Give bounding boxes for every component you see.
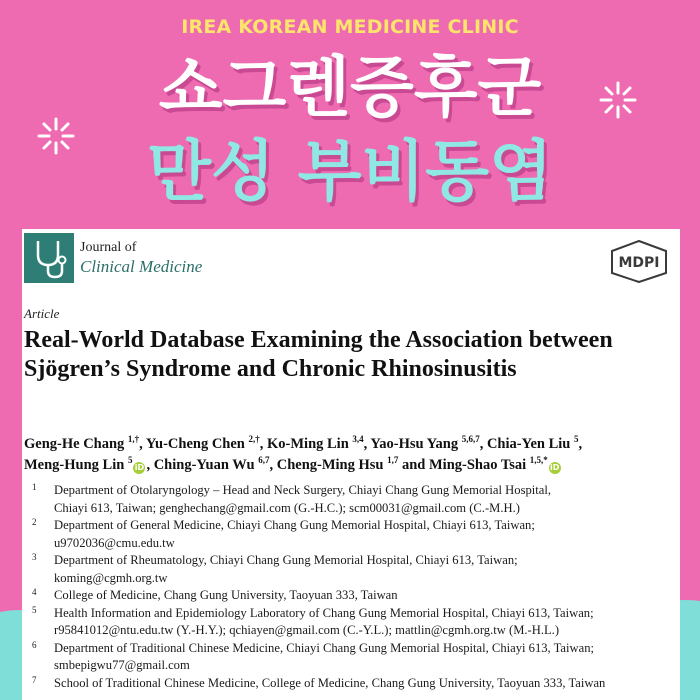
author-name: Geng-He Chang [24, 436, 125, 452]
affiliation-item [24, 675, 679, 693]
clinic-name: IREA KOREAN MEDICINE CLINIC [181, 16, 519, 38]
author-affiliation-marker: 3,4 [352, 434, 364, 445]
orcid-icon[interactable]: iD [134, 463, 145, 472]
author-affiliation-marker: 2,† [248, 434, 260, 445]
affiliation-text: u9702036@cmu.edu.tw [54, 535, 175, 550]
affiliation-text: College of Medicine, Chang Gung University, Taoyuan 333, Taiwan [54, 588, 398, 602]
author-connector: and [401, 457, 426, 473]
affiliation-number: 5 [32, 604, 37, 615]
affiliation-text: r95841012@ntu.edu.tw (Y.-H.Y.); qchiayen@gmail.com (C.-Y.L.); mattlin@cgmh.org.tw (M.-H.L.) [54, 623, 560, 637]
stethoscope-icon [24, 233, 74, 283]
journal-name: Clinical Medicine [80, 257, 203, 276]
affiliation-text: School of Traditional Chinese Medicine, College of Medicine, Chang Gung University, Taoyuan 333, Taiwan [54, 675, 606, 690]
affiliation-item [24, 640, 679, 675]
author-affiliation-marker: 1,5,* [529, 455, 548, 466]
orcid-icon[interactable]: iD [550, 463, 560, 472]
author-affiliation-marker: 1,† [127, 434, 140, 445]
author-affiliation-marker: 5 [127, 455, 133, 466]
affiliation-text: Department of Otolaryngology – Head and Neck Surgery, Chiayi Chang Gung Memorial Hospital, [54, 483, 551, 497]
banner-title-line2: 만성 부비동염 [147, 133, 553, 210]
sparkle-icon [598, 80, 638, 120]
affiliation-number: 7 [32, 674, 37, 685]
affiliation-number: 3 [32, 552, 37, 562]
affiliation-number: 4 [32, 587, 37, 597]
affiliation-text: smbepigwu77@gmail.com [54, 658, 190, 672]
author-affiliation-marker: 6,7 [258, 455, 270, 466]
affiliation-number: 1 [32, 482, 37, 492]
article-title: Real-World Database Examining the Association between Sjögren’s Syndrome and Chronic Rhinosinusitis [24, 327, 613, 382]
affiliation-item [24, 482, 679, 517]
affiliation-number: 6 [32, 639, 37, 650]
author-affiliation-marker: 1,7 [387, 455, 399, 466]
author-name: Ko-Ming Lin [267, 436, 349, 452]
sparkle-icon [36, 116, 76, 156]
author-name: Cheng-Ming Hsu [276, 457, 384, 473]
paper-excerpt [22, 229, 680, 700]
author-name: Ming-Shao Tsai [429, 457, 527, 473]
affiliation-text: Department of Rheumatology, Chiayi Chang Gung Memorial Hospital, Chiayi 613, Taiwan; [54, 553, 518, 567]
author-name: Yao-Hsu Yang [370, 436, 459, 452]
journal-label: Journal of [80, 240, 137, 255]
author-name: Meng-Hung Lin [24, 457, 125, 473]
affiliation-text: Department of General Medicine, Chiayi Chang Gung Memorial Hospital, Chiayi 613, Taiwan; [54, 518, 535, 532]
affiliation-item [24, 552, 679, 587]
affiliation-text: Health Information and Epidemiology Laboratory of Chang Gung Memorial Hospital, Chiayi 613, Taiwan; [54, 605, 594, 620]
publisher-logo [606, 239, 672, 283]
author-name: Chia-Yen Liu [486, 436, 571, 452]
affiliation-item [24, 605, 679, 640]
affiliation-list [24, 482, 679, 692]
affiliation-item [24, 587, 679, 605]
affiliation-text: koming@cgmh.org.tw [54, 570, 168, 585]
author-list: Geng-He Chang $^{1,\dagger}$, Yu-Cheng Chen $^{2,\dagger}$, Ko-Ming Lin $^{3,4}$, Yao-Hsu Yang $^{5,6,7}$, Chia-Yen Liu $^5$, Meng-Hung Lin $^5$iD , Ching-Yuan Wu $^{6,7}$, Cheng-Ming Hsu $^{1,7}$ and Ming-Shao Tsai $^{1,5,*}$iD [24, 434, 583, 473]
author-name: Yu-Cheng Chen [145, 436, 245, 452]
affiliation-number: 2 [32, 517, 37, 527]
article-type: Article [24, 306, 60, 321]
publisher-name: MDPI [618, 255, 660, 271]
author-affiliation-marker: 5,6,7 [461, 434, 480, 445]
affiliation-item [24, 517, 679, 552]
affiliation-text: Department of Traditional Chinese Medicine, Chiayi Chang Gung Memorial Hospital, Chiayi 613, Taiwan; [54, 640, 594, 655]
author-name: Ching-Yuan Wu [153, 457, 255, 473]
affiliation-text: Chiayi 613, Taiwan; genghechang@gmail.com (G.-H.C.); scm00031@gmail.com (C.-M.H.) [54, 500, 520, 515]
author-affiliation-marker: 5 [573, 434, 579, 445]
banner-title-line1: 쇼그렌증후군 [158, 49, 542, 126]
